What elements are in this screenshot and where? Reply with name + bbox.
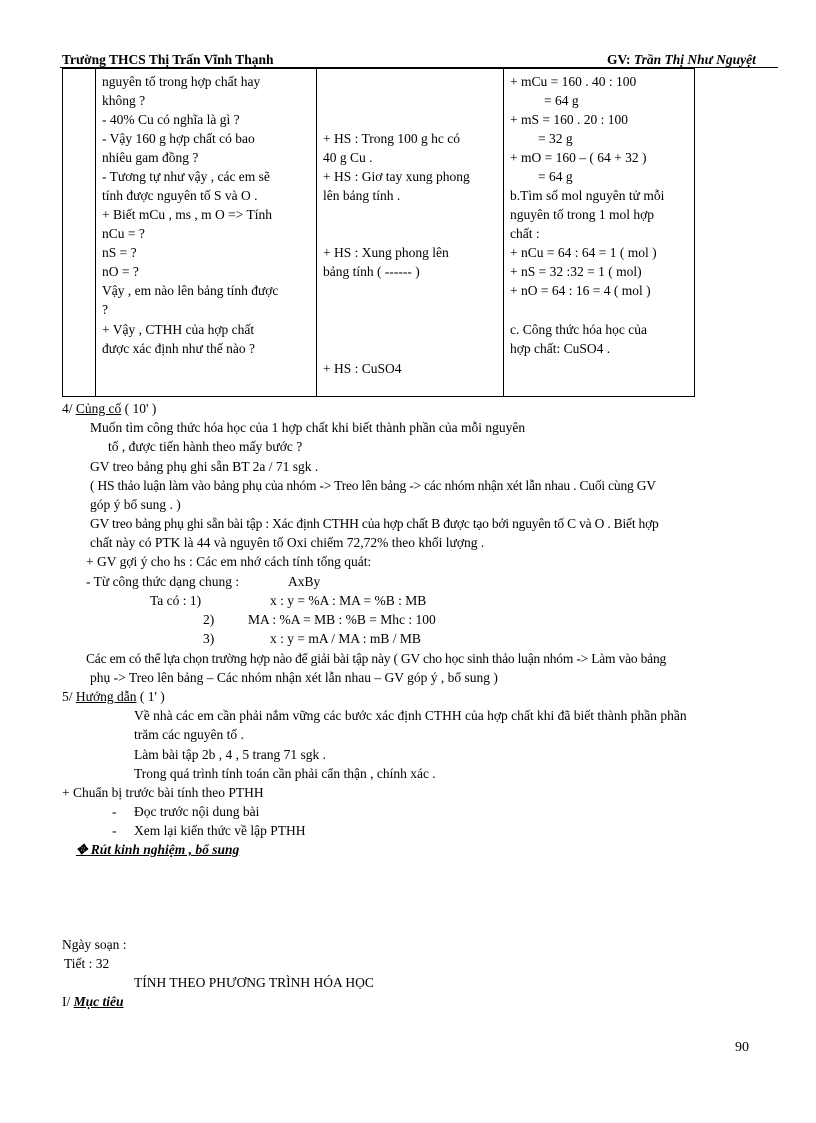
section-4-line: + GV gợi ý cho hs : Các em nhớ cách tính tổng quát: <box>86 554 372 569</box>
page-number: 90 <box>735 1040 749 1055</box>
gv-line: - Vậy 160 g hợp chất có bao <box>102 131 255 146</box>
section-5-number: 5/ <box>62 689 76 704</box>
result-line: = 32 g <box>538 131 573 146</box>
result-line: chất : <box>510 226 540 241</box>
remark-heading <box>76 840 239 859</box>
section-4-line: Ta có : 1) <box>150 593 202 608</box>
section-4-line: Các em có thể lựa chọn trường hợp nào để giải bài tập này ( GV cho học sinh thảo luận nhóm -> Làm vào bảng <box>86 651 667 666</box>
date-label: Ngày soạn : <box>62 937 127 952</box>
result-line: nguyên tố trong 1 mol hợp <box>510 207 655 222</box>
section-4-line: Muốn tìm công thức hóa học của 1 hợp chất khi biết thành phần của mỗi nguyên <box>90 420 526 435</box>
result-line: = 64 g <box>538 169 573 184</box>
hs-line: 40 g Cu . <box>323 150 373 165</box>
result-line: b.Tìm số mol nguyên tử mỗi <box>510 188 665 203</box>
section-4-time: ( 10' ) <box>121 401 157 416</box>
section-5-line: Làm bài tập 2b , 4 , 5 trang 71 sgk . <box>134 747 326 762</box>
gv-line: Vậy , em nào lên bảng tính được <box>102 283 279 298</box>
section-4-line: góp ý bổ sung . ) <box>90 497 181 512</box>
section-4-line: ( HS thảo luận làm vào bảng phụ của nhóm -> Treo lên bảng -> các nhóm nhận xét lẫn nhau . Cuối cùng GV <box>90 478 656 493</box>
section-5-line: Đọc trước nội dung bài <box>134 804 260 819</box>
section-5-line: + Chuẩn bị trước bài tính theo PTHH <box>62 785 264 800</box>
lesson-title: TÍNH THEO PHƯƠNG TRÌNH HÓA HỌC <box>134 975 374 990</box>
gv-line: nguyên tố trong hợp chất hay <box>102 74 261 89</box>
formula-2: MA : %A = MB : %B = Mhc : 100 <box>248 612 436 627</box>
section-4-line: phụ -> Treo lên bảng – Các nhóm nhận xét lẫn nhau – GV góp ý , bổ sung ) <box>90 670 498 685</box>
bullet-dash: - <box>112 804 117 819</box>
hs-line: + HS : Trong 100 g hc có <box>323 131 461 146</box>
result-line: + mCu = 160 . 40 : 100 <box>510 74 637 89</box>
objective-heading <box>62 992 124 1011</box>
section-5-heading <box>62 687 165 706</box>
result-line: c. Công thức hóa học của <box>510 322 648 337</box>
gv-line: - Tương tự như vậy , các em sẽ <box>102 169 270 184</box>
table-col-student <box>317 69 504 397</box>
gv-line: nCu = ? <box>102 226 145 241</box>
gv-line: nO = ? <box>102 264 139 279</box>
teacher-name: Trần Thị Như Nguyệt <box>633 52 756 67</box>
result-line: + nO = 64 : 16 = 4 ( mol ) <box>510 283 651 298</box>
section-4-line: 2) <box>203 612 215 627</box>
formula-1: x : y = %A : MA = %B : MB <box>270 593 427 608</box>
section-4-number: 4/ <box>62 401 76 416</box>
result-line: hợp chất: CuSO4 . <box>510 341 611 356</box>
general-formula: AxBy <box>288 574 321 589</box>
gv-line: ? <box>102 302 108 317</box>
result-line: + mS = 160 . 20 : 100 <box>510 112 628 127</box>
table-col-result <box>504 69 695 397</box>
gv-line: + Vậy , CTHH của hợp chất <box>102 322 255 337</box>
table-col-teacher <box>96 69 317 397</box>
lesson-table <box>62 68 695 397</box>
period-label: Tiết : 32 <box>64 956 110 971</box>
school-name: Trường THCS Thị Trấn Vĩnh Thạnh <box>62 52 274 67</box>
section-5-line: Xem lại kiến thức về lập PTHH <box>134 823 306 838</box>
result-line: + nCu = 64 : 64 = 1 ( mol ) <box>510 245 657 260</box>
section-4-line: 3) <box>203 631 215 646</box>
section-5-line: Về nhà các em cần phải nắm vững các bước xác định CTHH của hợp chất khi đã biết thành phần phần <box>134 708 687 723</box>
result-line: + nS = 32 :32 = 1 ( mol) <box>510 264 642 279</box>
section-4-line: - Từ công thức dạng chung : <box>86 574 240 589</box>
remark-text: Rút kinh nghiệm , bổ sung <box>90 842 240 857</box>
section-5-time: ( 1' ) <box>136 689 165 704</box>
section-4-line: tố , được tiến hành theo mấy bước ? <box>108 439 303 454</box>
table-col-content <box>63 69 96 397</box>
gv-line: nS = ? <box>102 245 137 260</box>
section-4-title: Củng cố <box>75 401 122 416</box>
result-line: + mO = 160 – ( 64 + 32 ) <box>510 150 647 165</box>
gv-line: được xác định như thế nào ? <box>102 341 255 356</box>
hs-line: + HS : Xung phong lên <box>323 245 449 260</box>
gv-line: + Biết mCu , ms , m O => Tính <box>102 207 272 222</box>
teacher-label: GV: <box>607 52 634 67</box>
hs-line: lên bảng tính . <box>323 188 401 203</box>
hs-line: + HS : CuSO4 <box>323 361 402 376</box>
gv-line: - 40% Cu có nghĩa là gì ? <box>102 112 240 127</box>
hs-line: bảng tính ( ------ ) <box>323 264 420 279</box>
hs-line: + HS : Giơ tay xung phong <box>323 169 470 184</box>
gv-line: nhiêu gam đồng ? <box>102 150 199 165</box>
section-4-heading <box>62 399 156 418</box>
section-4-line: GV treo bảng phụ ghi sẵn bài tập : Xác định CTHH của hợp chất B được tạo bởi nguyên tố C và O . Biết hợp <box>90 516 659 531</box>
objective-label: Mục tiêu <box>73 994 124 1009</box>
formula-3: x : y = mA / MA : mB / MB <box>270 631 421 646</box>
gv-line: không ? <box>102 93 146 108</box>
result-line: = 64 g <box>544 93 579 108</box>
section-4-line: GV treo bảng phụ ghi sẵn BT 2a / 71 sgk . <box>90 459 319 474</box>
section-5-title: Hướng dẫn <box>75 689 137 704</box>
bullet-dash: - <box>112 823 117 838</box>
objective-number: I/ <box>62 994 74 1009</box>
section-5-line: trăm các nguyên tố . <box>134 727 244 742</box>
section-4-line: chất này có PTK là 44 và nguyên tố Oxi chiếm 72,72% theo khối lượng . <box>90 535 485 550</box>
flower-icon: ✥ <box>76 842 88 857</box>
section-5-line: Trong quá trình tính toán cần phải cẩn thận , chính xác . <box>134 766 436 781</box>
gv-line: tính được nguyên tố S và O . <box>102 188 258 203</box>
